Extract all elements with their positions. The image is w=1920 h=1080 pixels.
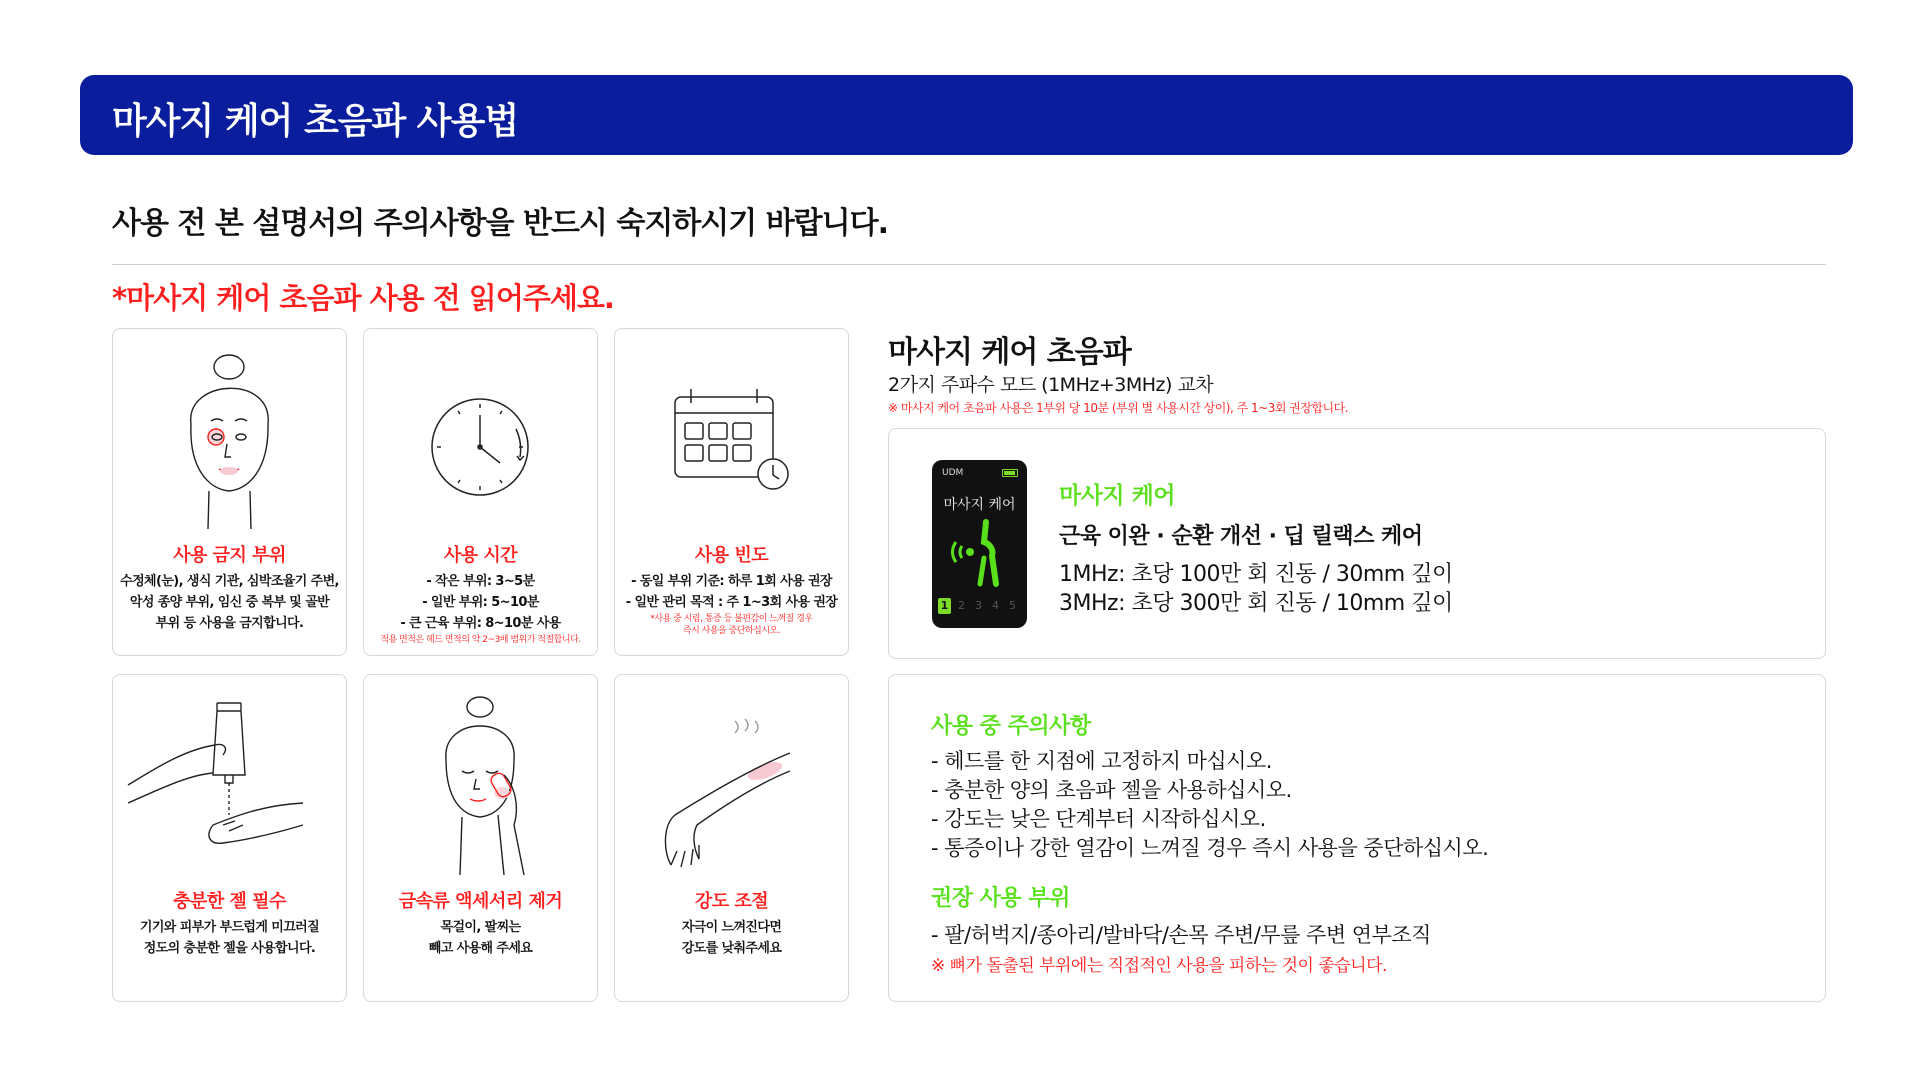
card-usage-frequency [614, 328, 849, 656]
card-forbidden-areas [112, 328, 347, 656]
caution-item: - 통증이나 강한 열감이 느껴질 경우 즉시 사용을 중단하십시오. [931, 836, 1489, 860]
device-screen [932, 460, 1027, 628]
face-accessory-icon [364, 675, 597, 885]
card-line: 수정체(눈), 생식 기관, 심박조율기 주변, [120, 574, 339, 589]
device-brand: UDM [942, 468, 964, 478]
card-title: 금속류 액세서리 제거 [398, 891, 563, 912]
mode-spec-1mhz: 1MHz: 초당 100만 회 진동 / 30mm 깊이 [1059, 562, 1453, 587]
card-body [368, 571, 593, 634]
card-note [368, 634, 593, 646]
level-indicator: 5 [1009, 599, 1016, 612]
level-indicator: 3 [975, 599, 982, 612]
card-body [117, 571, 342, 634]
card-title: 사용 금지 부위 [173, 545, 286, 566]
page-title: 마사지 케어 초음파 사용법 [112, 101, 519, 142]
card-title: 강도 조절 [694, 891, 769, 912]
intensity-levels [938, 598, 1023, 616]
calendar-icon [615, 329, 848, 539]
card-body [117, 917, 342, 959]
card-line: 악성 종양 부위, 임신 중 복부 및 골반 [129, 595, 330, 610]
card-body [619, 571, 844, 613]
section-heading: 마사지 케어 초음파 [888, 335, 1131, 370]
card-line: 기기와 피부가 부드럽게 미끄러질 [139, 920, 320, 935]
card-title: 사용 빈도 [694, 545, 769, 566]
card-note-line: 즉시 사용을 중단하십시오. [682, 626, 781, 636]
clock-icon [364, 329, 597, 539]
card-line: - 동일 부위 기준: 하루 1회 사용 권장 [631, 574, 832, 589]
card-line: - 큰 근육 부위: 8~10분 사용 [400, 616, 561, 631]
mode-title: 마사지 케어 [1059, 483, 1176, 509]
card-line: 목걸이, 팔찌는 [440, 920, 521, 935]
recommended-area-item: - 팔/허벅지/종아리/발바닥/손목 주변/무릎 주변 연부조직 [931, 923, 1431, 947]
caution-item: - 강도는 낮은 단계부터 시작하십시오. [931, 807, 1266, 831]
card-line: - 일반 관리 목적 : 주 1~3회 사용 권장 [625, 595, 838, 610]
level-indicator: 1 [938, 598, 951, 614]
card-line: 강도를 낮춰주세요 [681, 941, 782, 956]
card-title: 충분한 젤 필수 [173, 891, 286, 912]
card-body [619, 917, 844, 959]
level-indicator: 4 [992, 599, 999, 612]
caution-item: - 충분한 양의 초음파 젤을 사용하십시오. [931, 778, 1292, 802]
level-indicator: 2 [958, 599, 965, 612]
card-gel-required [112, 674, 347, 1002]
card-line: 빼고 사용해 주세요 [428, 941, 533, 956]
caution-box [888, 674, 1826, 1002]
card-remove-accessories [363, 674, 598, 1002]
mode-spec-3mhz: 3MHz: 초당 300만 회 진동 / 10mm 깊이 [1059, 591, 1453, 616]
intro-subtitle: 사용 전 본 설명서의 주의사항을 반드시 숙지하시기 바랍니다. [112, 206, 889, 241]
card-line: 자극이 느껴진다면 [681, 920, 782, 935]
card-body [368, 917, 593, 959]
card-line: - 작은 부위: 3~5분 [426, 574, 535, 589]
frequency-mode-subheading: 2가지 주파수 모드 (1MHz+3MHz) 교차 [888, 374, 1214, 396]
card-line: - 일반 부위: 5~10분 [422, 595, 539, 610]
battery-icon [1002, 469, 1018, 477]
card-note-line: 적용 면적은 헤드 면적의 약 2~3배 범위가 적절합니다. [380, 635, 581, 645]
recommended-area-note: ※ 뼈가 돌출된 부위에는 직접적인 사용을 피하는 것이 좋습니다. [931, 956, 1387, 976]
card-note-line: *사용 중 시림, 통증 등 불편감이 느껴질 경우 [650, 614, 813, 624]
face-forbidden-icon [113, 329, 346, 539]
card-line: 부위 등 사용을 금지합니다. [155, 616, 304, 631]
card-intensity-adjust [614, 674, 849, 1002]
card-line: 정도의 충분한 젤을 사용합니다. [143, 941, 316, 956]
read-before-use-warning: *마사지 케어 초음파 사용 전 읽어주세요. [112, 281, 614, 315]
caution-title: 사용 중 주의사항 [931, 714, 1091, 739]
usage-note: ※ 마사지 케어 초음파 사용은 1부위 당 10분 (부위 별 사용시간 상이), 주 1~3회 권장합니다. [888, 401, 1349, 415]
mode-info-box [888, 428, 1826, 659]
arm-irritation-icon [615, 675, 848, 885]
mode-benefits: 근육 이완 · 순환 개선 · 딥 릴랙스 케어 [1059, 524, 1423, 549]
knee-ultrasound-icon [950, 518, 1010, 588]
card-title: 사용 시간 [443, 545, 518, 566]
device-mode-label: 마사지 케어 [943, 497, 1016, 513]
gel-tube-icon [113, 675, 346, 885]
card-note [619, 613, 844, 637]
recommended-area-title: 권장 사용 부위 [931, 886, 1070, 911]
divider [112, 264, 1826, 265]
caution-item: - 헤드를 한 지점에 고정하지 마십시오. [931, 749, 1272, 773]
card-usage-time [363, 328, 598, 656]
header-bar [80, 75, 1853, 155]
